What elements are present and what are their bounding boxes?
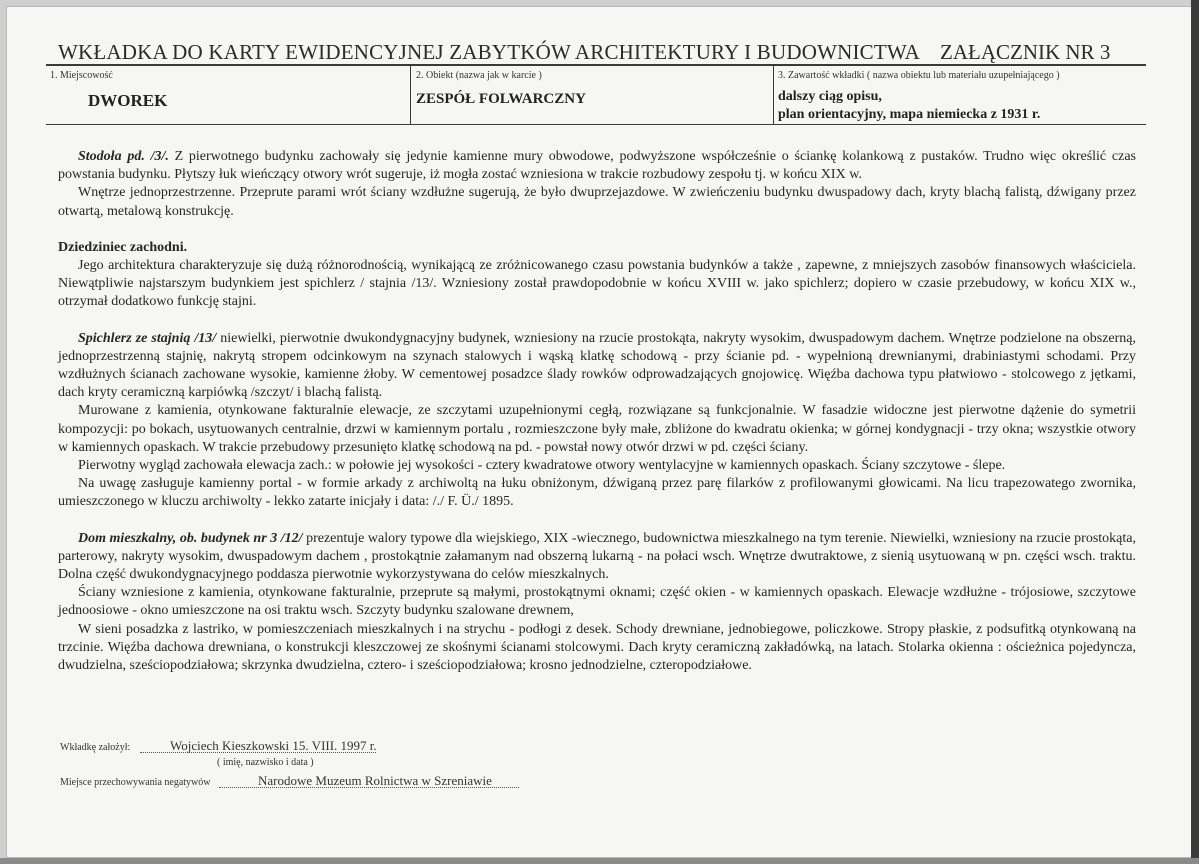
header-divider-1 [410, 65, 411, 125]
granary-title: Spichlerz ze stajnią /13/ [78, 330, 217, 346]
annex-number: ZAŁĄCZNIK NR 3 [940, 40, 1111, 64]
object-value: ZESPÓŁ FOLWARCZNY [416, 91, 586, 107]
header-top-rule [46, 64, 1146, 66]
barn-title: Stodoła pd. /3/. [78, 149, 169, 164]
paragraph-granary: Spichlerz ze stajnią /13/ niewielki, pierwotnie dwukondygnacyjny budynek, wzniesiony na rzucie prostokąta, nakryty wysokim, dwuspadowym dachem. Wnętrze podzielone na obszerną, jednoprzestrzenną stajnię, nakrytą stropem odcinkowym na szynach stalowych i wąską klatkę schodową - przy ścianie pd. - wypełnioną drewnianymi, drabiniastymi schodami. Przy wzdłużnych ścianach zachowane wysokie, kamienne żłoby. W cementowej posadzce ślady rowków odprowadzających gnojowicę. Więźba dachowa typu płatwiowo - stolcowego z jętkami, dach kryty ceramiczną karpiówką /szczyt/ i blachą falistą. [58, 330, 1136, 401]
header-bottom-rule [46, 124, 1146, 125]
paragraph-granary-portal: Na uwagę zasługuje kamienny portal - w formie arkady z archiwoltą na łuku obniżonym, dźwiganą przez parę filarków z profilowanymi głowicami. Na licu trapezowatego zwornika, umieszczonego w kluczu archiwolty - lekko zatarte inicjały i data: /./ F. Ü./ 1895. [58, 476, 1136, 510]
description-body [58, 148, 1136, 675]
paragraph-dwelling-walls: Ściany wzniesione z kamienia, otynkowane fakturalnie, przeprute są małymi, prostokątnymi oknami; część okien - w kamiennych opaskach. Elewacje wzdłużne - trójosiowe, szczytowe jednoosiowe - okno umieszczone na osi traktu wsch. Szczyty budynku szalowane drewnem, [58, 585, 1136, 619]
paragraph-dwelling-interior: W sieni posadzka z lastriko, w pomieszczeniach mieszkalnych i na strychu - podłogi z desek. Schody drewniane, jednobiegowe, policzkowe. Stropy płaskie, z podsufitką otynkowaną na trzcinie. Więźba dachowa drewniana, o konstrukcji kleszczowej ze skośnymi ścianami stolcowymi. Dach kryty ceramiczną zakładówką, na latach. Stolarka okienna : ościeżnica pojedyncza, dwudzielna, sześciopodziałowa; skrzynka dwudzielna, cztero- i sześciopodziałowa; krosno jednodzielne, czteropodziałowe. [58, 621, 1136, 674]
content-label: 3. Zawartość wkładki ( nazwa obiektu lub materiału uzupełniającego ) [778, 70, 1060, 81]
place-value: DWOREK [88, 91, 168, 110]
place-label: 1. Miejscowość [50, 70, 113, 81]
dwelling-title: Dom mieszkalny, ob. budynek nr 3 /12/ [78, 530, 303, 546]
negatives-location-label: Miejsce przechowywania negatywów [60, 777, 211, 788]
paragraph-western-courtyard: Jego architektura charakteryzuje się dużą różnorodnością, wynikającą ze zróżnicowanego czasu powstania budynków a także , zapewne, z mniejszych zasobów finansowych właściciela. Niewątpliwie najstarszym budynkiem jest spichlerz / stajnia /13/. Wzniesiony został prawdopodobnie w końcu XVIII w. jako spichlerz; dopiero w czasie przebudowy, w końcu XIX w., otrzymał dodatkowo funkcję stajni. [58, 258, 1136, 310]
header-divider-2 [773, 65, 774, 125]
scan-edge-bottom [0, 858, 1199, 864]
paragraph-dwelling: Dom mieszkalny, ob. budynek nr 3 /12/ prezentuje walory typowe dla wiejskiego, XIX -wiecznego, budownictwa mieszkalnego na tym terenie. Niewielki, wzniesiony na rzucie prostokąta, parterowy, nakryty wysokim, dwuspadowym dachem , prostokątnie załamanym nad obszerną lukarną - na połaci wsch. Wnętrze dwutraktowe, z sienią usytuowaną w pn. części wsch. traktu. Dolna część dwukondygnacyjnego poddasza pierwotnie wykorzystywana do celów mieszkalnych. [58, 530, 1136, 583]
compiled-by-label: Wkładkę założył: [60, 742, 131, 753]
paragraph-granary-west: Pierwotny wygląd zachowała elewacja zach.: w połowie jej wysokości - cztery kwadratowe otwory wentylacyjne w kamiennych opaskach. Ściany szczytowe - ślepe. [78, 458, 1006, 474]
paragraph-barn: Stodoła pd. /3/. Z pierwotnego budynku zachowały się jedynie kamienne mury obwodowe, podwyższone współcześnie o ściankę kolankową z pustaków. Trudno więc określić czas powstania budynku. Płytszy łuk wieńczący otwory wrót sugeruje, iż mogła zostać wzniesiona w trakcie rozbudowy zespołu tj. w końcu XIX w. [58, 149, 1136, 183]
paragraph-barn-interior: Wnętrze jednoprzestrzenne. Przeprute parami wrót ściany wzdłużne sugerują, że było dwuprzejazdowe. W zwieńczeniu budynku dwuspadowy dach, kryty blachą falistą, dźwigany przez otwartą, metalową konstrukcję. [58, 185, 1136, 219]
object-label: 2. Obiekt (nazwa jak w karcie ) [416, 70, 542, 81]
content-value-line-2: plan orientacyjny, mapa niemiecka z 1931 r. [778, 107, 1041, 122]
form-title: WKŁADKA DO KARTY EWIDENCYJNEJ ZABYTKÓW ARCHITEKTURY I BUDOWNICTWA [58, 40, 920, 64]
western-courtyard-heading: Dziedziniec zachodni. [58, 239, 188, 255]
compiled-by-hint: ( imię, nazwisko i data ) [217, 757, 314, 768]
compiled-by-value: Wojciech Kieszkowski 15. VIII. 1997 r. [170, 738, 377, 753]
scan-edge-right [1191, 0, 1199, 864]
negatives-location-value: Narodowe Muzeum Rolnictwa w Szreniawie [258, 773, 492, 788]
content-value-line-1: dalszy ciąg opisu, [778, 89, 882, 104]
paragraph-granary-facades: Murowane z kamienia, otynkowane fakturalnie elewacje, ze szczytami uzupełnionymi cegłą, rozwiązane są funkcjonalnie. W fasadzie widoczne jest pierwotne dążenie do symetrii kompozycji: po bokach, usytuowanych centralnie, drzwi w kamiennym portalu , rozmieszczone były małe, zbliżone do kwadratu okienka; w górnej kondygnacji - trzy okna; wszystkie otwory w kamiennych opaskach. W trakcie przebudowy przesunięto klatkę schodową na pd. - powstał nowy otwór drzwi w pd. części ściany. [58, 403, 1136, 455]
